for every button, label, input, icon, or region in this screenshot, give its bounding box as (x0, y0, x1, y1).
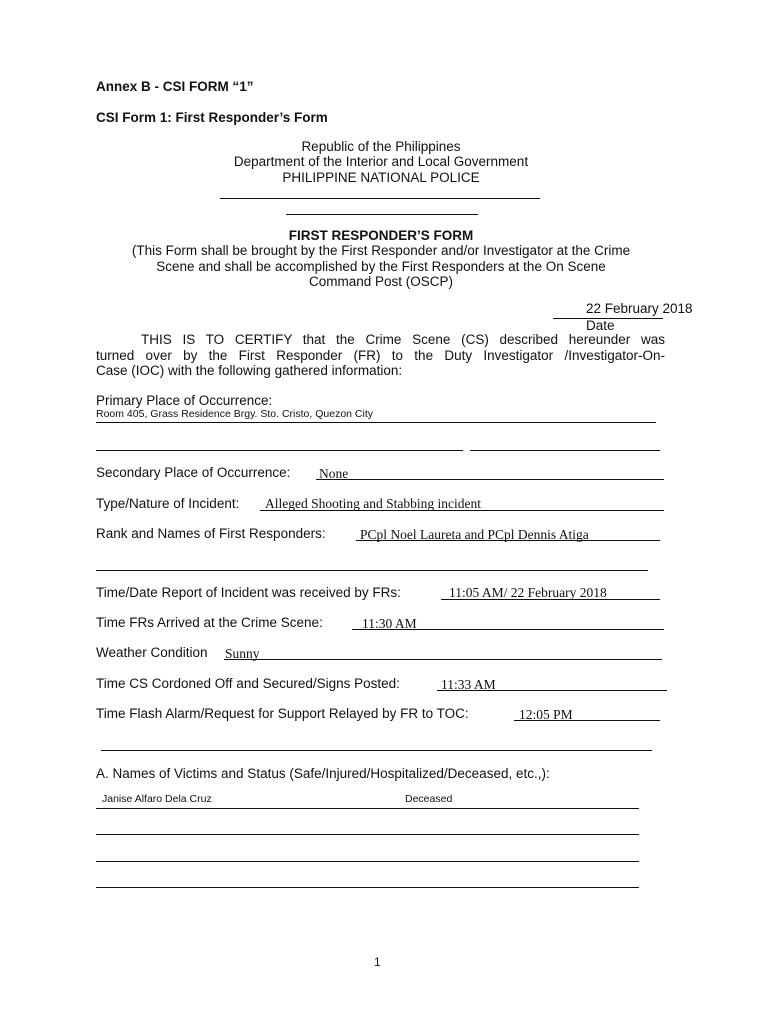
primary-place-line (96, 422, 656, 423)
primary-place-label: Primary Place of Occurrence: (96, 393, 273, 408)
victims-line-2 (96, 834, 639, 835)
report-received-label: Time/Date Report of Incident was received by FRs: (96, 585, 401, 600)
weather-value: Sunny (225, 646, 260, 661)
header-signature-line (220, 198, 540, 199)
victims-line-4 (96, 887, 639, 888)
weather-line (224, 659, 662, 660)
arrived-label: Time FRs Arrived at the Crime Scene: (96, 615, 323, 630)
date-label: Date (586, 318, 615, 333)
cordoned-label: Time CS Cordoned Off and Secured/Signs Posted: (96, 676, 400, 691)
weather-label: Weather Condition (96, 645, 208, 660)
form-title: FIRST RESPONDER’S FORM (288, 228, 474, 243)
certify-line-1: THIS IS TO CERTIFY that the Crime Scene (CS) described hereunder was (141, 332, 665, 347)
certify-line-3: Case (IOC) with the following gathered information: (96, 363, 403, 378)
header-signature-line-2 (286, 214, 478, 215)
flash-alarm-value: 12:05 PM (519, 707, 573, 722)
annex-title: Annex B - CSI FORM “1” (96, 79, 254, 94)
instruction-line-1: (This Form shall be brought by the First Responder and/or Investigator at the Crime (131, 243, 631, 258)
flash-alarm-label: Time Flash Alarm/Request for Support Relayed by FR to TOC: (96, 706, 469, 721)
victims-heading: A. Names of Victims and Status (Safe/Injured/Hospitalized/Deceased, etc.,): (96, 766, 550, 781)
primary-place-extra-line-1 (96, 450, 463, 451)
arrived-value: 11:30 AM (362, 616, 417, 631)
certify-line-2: turned over by the First Responder (FR) to the Duty Investigator /Investigator-On- (96, 348, 665, 363)
primary-place-value: Room 405, Grass Residence Brgy. Sto. Cristo, Quezon City (96, 408, 373, 420)
incident-type-value: Alleged Shooting and Stabbing incident (265, 496, 481, 511)
page-number: 1 (374, 955, 381, 969)
victims-line-3 (96, 861, 639, 862)
secondary-place-label: Secondary Place of Occurrence: (96, 465, 291, 480)
secondary-place-line (316, 479, 664, 480)
responders-label: Rank and Names of First Responders: (96, 526, 326, 541)
victim-status: Deceased (405, 793, 453, 805)
header-agency: PHILIPPINE NATIONAL POLICE (282, 170, 480, 185)
header-republic: Republic of the Philippines (301, 139, 461, 154)
flash-alarm-extra-line (101, 750, 652, 751)
cordoned-value: 11:33 AM (441, 677, 496, 692)
date-value: 22 February 2018 (586, 301, 693, 316)
report-received-value: 11:05 AM/ 22 February 2018 (449, 585, 607, 600)
form-subtitle: CSI Form 1: First Responder’s Form (96, 110, 328, 125)
incident-type-label: Type/Nature of Incident: (96, 496, 240, 511)
victims-line-1 (96, 808, 639, 809)
instruction-line-2: Scene and shall be accomplished by the First Responders at the On Scene (156, 259, 606, 274)
responders-extra-line (96, 570, 648, 571)
header-department: Department of the Interior and Local Government (233, 154, 529, 169)
primary-place-extra-line-2 (470, 450, 660, 451)
victim-name: Janise Alfaro Dela Cruz (102, 793, 212, 805)
instruction-line-3: Command Post (OSCP) (308, 274, 454, 289)
secondary-place-value: None (319, 466, 349, 481)
responders-value: PCpl Noel Laureta and PCpl Dennis Atiga (360, 527, 589, 542)
